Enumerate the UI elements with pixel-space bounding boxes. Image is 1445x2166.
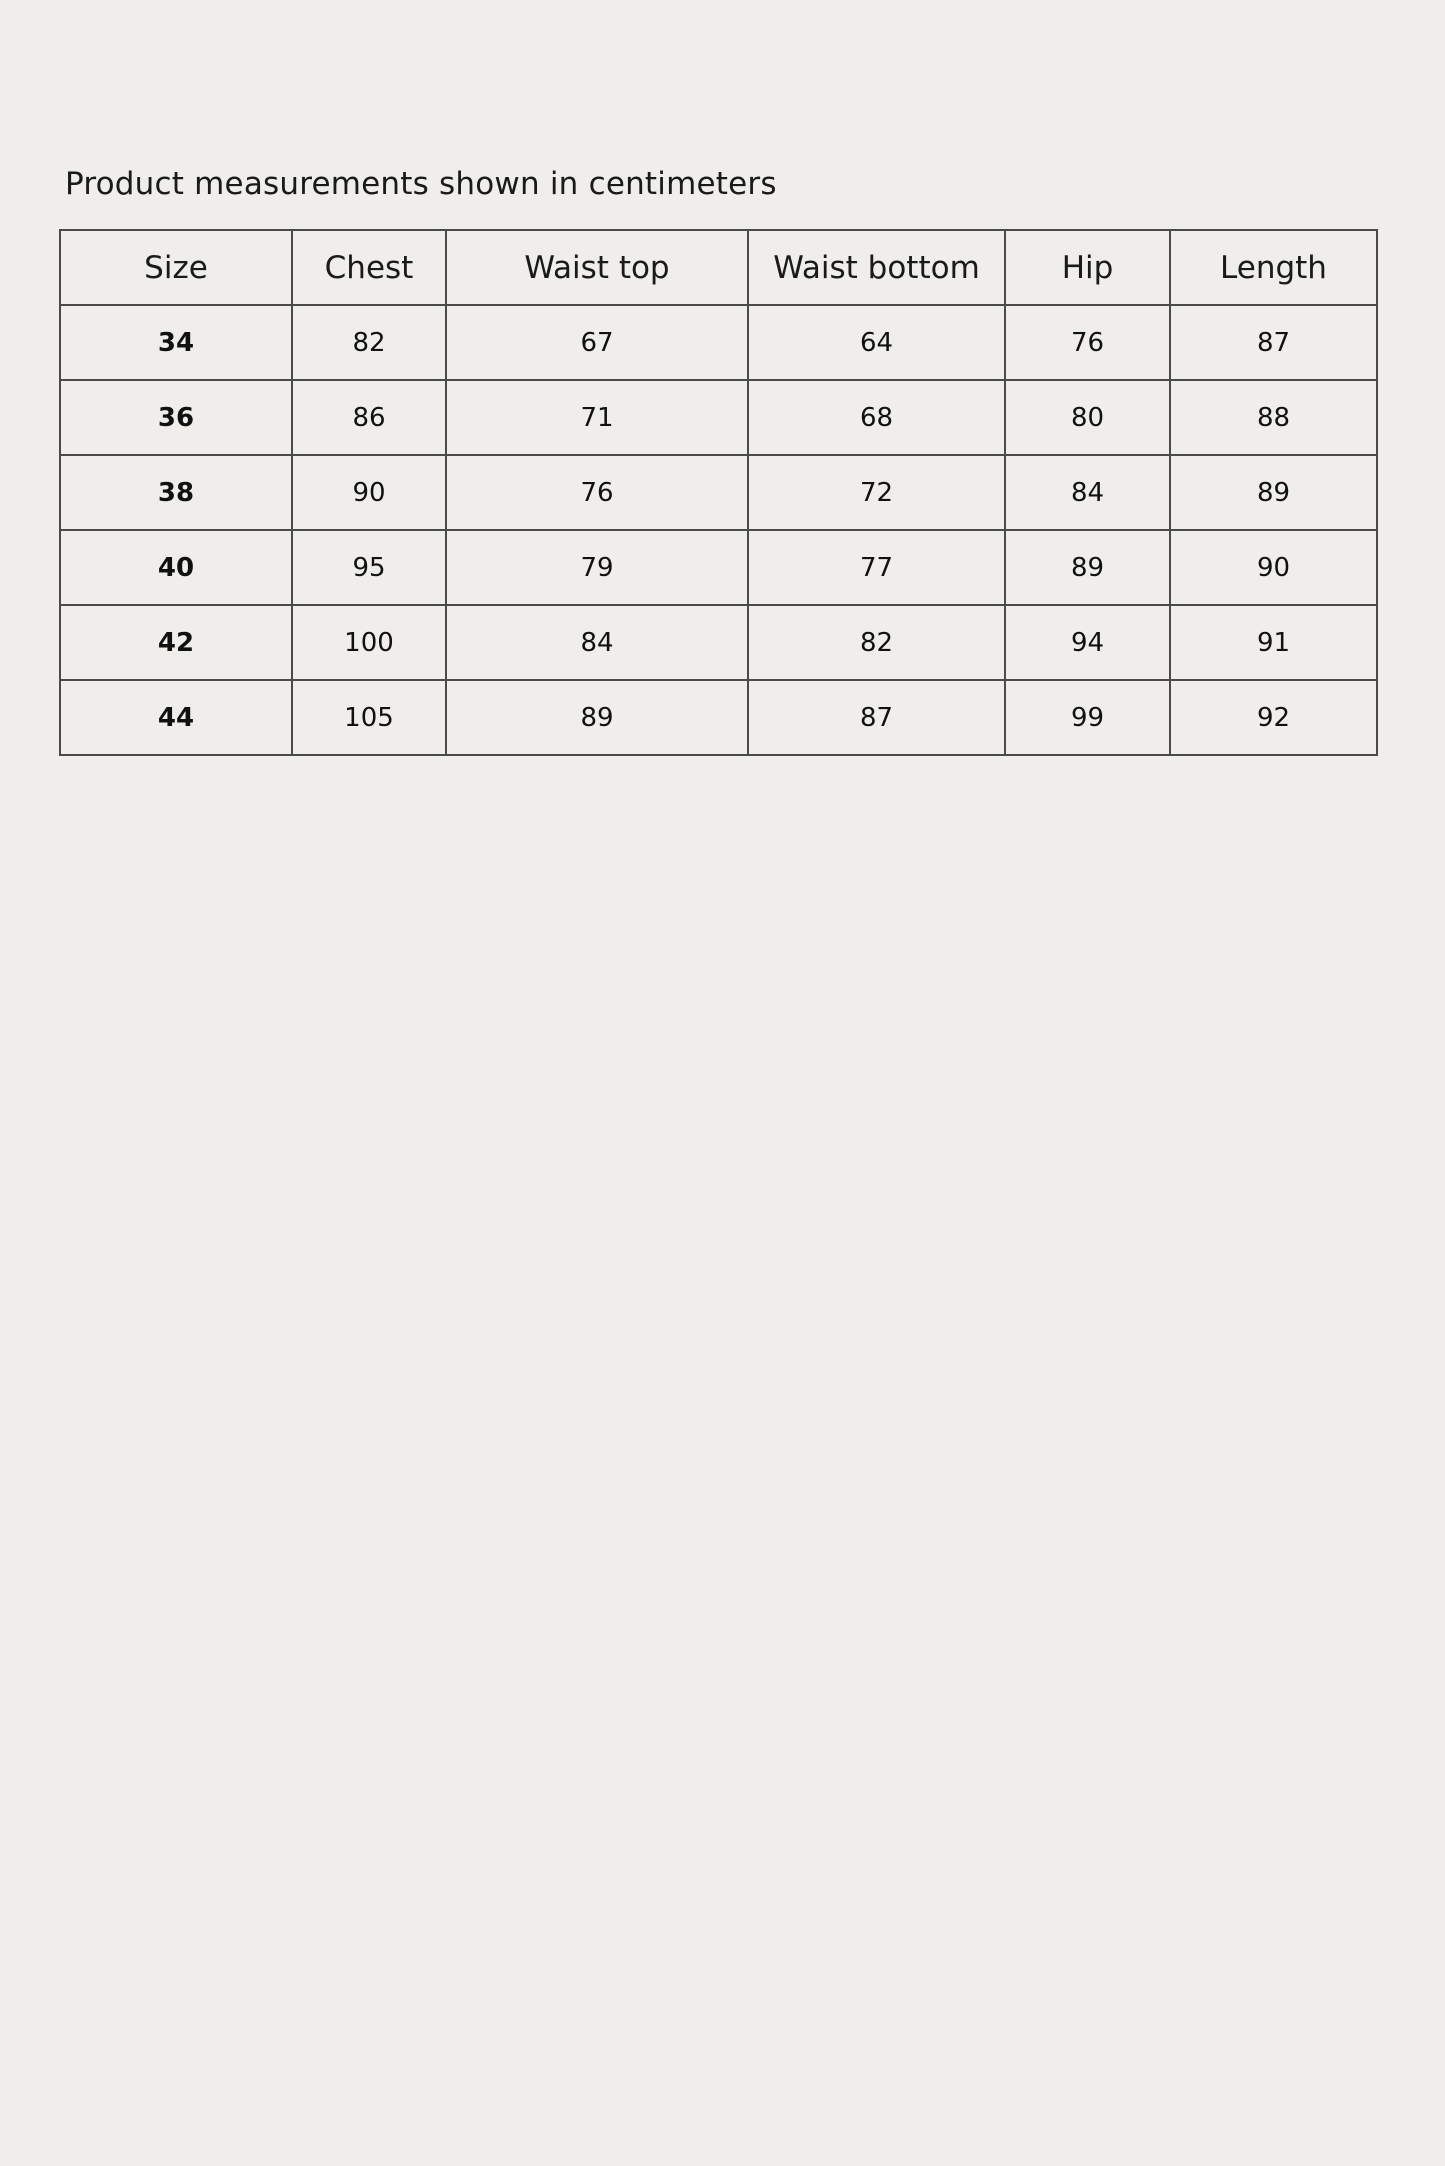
header-waist-top: Waist top	[446, 230, 748, 305]
size-cell: 44	[60, 680, 292, 755]
waist-bottom-cell: 77	[748, 530, 1005, 605]
table-row	[60, 680, 1377, 755]
waist-top-cell: 89	[446, 680, 748, 755]
size-chart-table	[59, 229, 1378, 756]
length-cell: 92	[1170, 680, 1377, 755]
hip-cell: 84	[1005, 455, 1170, 530]
header-hip: Hip	[1005, 230, 1170, 305]
waist-bottom-cell: 82	[748, 605, 1005, 680]
hip-cell: 94	[1005, 605, 1170, 680]
waist-bottom-cell: 64	[748, 305, 1005, 380]
chest-cell: 86	[292, 380, 446, 455]
waist-top-cell: 79	[446, 530, 748, 605]
length-cell: 88	[1170, 380, 1377, 455]
header-chest: Chest	[292, 230, 446, 305]
size-cell: 36	[60, 380, 292, 455]
waist-bottom-cell: 72	[748, 455, 1005, 530]
header-waist-bottom: Waist bottom	[748, 230, 1005, 305]
length-cell: 87	[1170, 305, 1377, 380]
chest-cell: 105	[292, 680, 446, 755]
waist-top-cell: 71	[446, 380, 748, 455]
waist-top-cell: 84	[446, 605, 748, 680]
table-row	[60, 530, 1377, 605]
size-cell: 34	[60, 305, 292, 380]
chest-cell: 100	[292, 605, 446, 680]
table-row	[60, 455, 1377, 530]
chest-cell: 90	[292, 455, 446, 530]
page-caption: Product measurements shown in centimeters	[65, 166, 777, 202]
chest-cell: 82	[292, 305, 446, 380]
size-cell: 42	[60, 605, 292, 680]
header-length: Length	[1170, 230, 1377, 305]
length-cell: 89	[1170, 455, 1377, 530]
header-size: Size	[60, 230, 292, 305]
hip-cell: 76	[1005, 305, 1170, 380]
hip-cell: 80	[1005, 380, 1170, 455]
hip-cell: 99	[1005, 680, 1170, 755]
chest-cell: 95	[292, 530, 446, 605]
waist-top-cell: 67	[446, 305, 748, 380]
table-header-row	[60, 230, 1377, 305]
size-cell: 38	[60, 455, 292, 530]
length-cell: 91	[1170, 605, 1377, 680]
waist-top-cell: 76	[446, 455, 748, 530]
waist-bottom-cell: 68	[748, 380, 1005, 455]
length-cell: 90	[1170, 530, 1377, 605]
size-cell: 40	[60, 530, 292, 605]
waist-bottom-cell: 87	[748, 680, 1005, 755]
hip-cell: 89	[1005, 530, 1170, 605]
table-row	[60, 305, 1377, 380]
table-row	[60, 380, 1377, 455]
table-row	[60, 605, 1377, 680]
